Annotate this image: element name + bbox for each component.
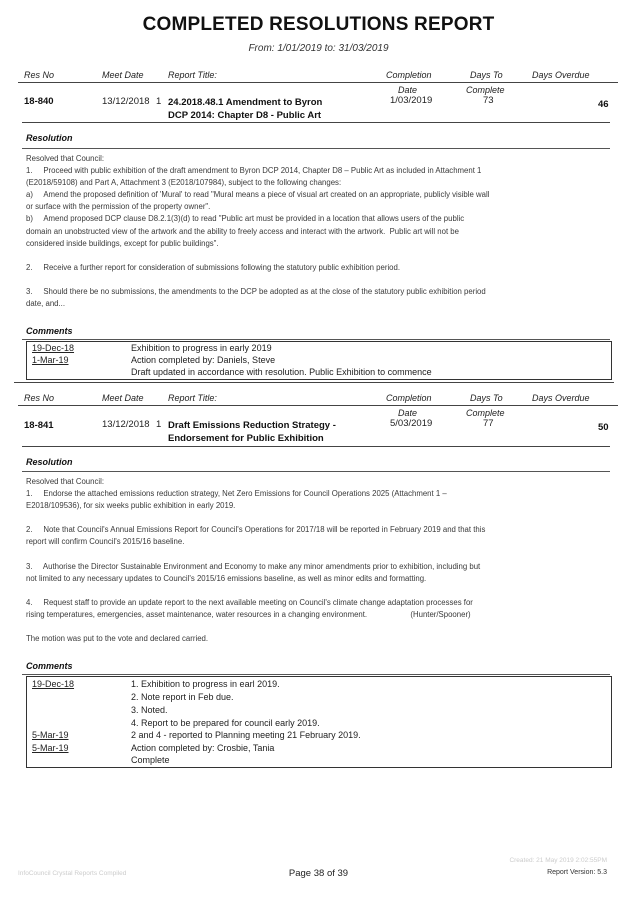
comment-text: Action completed by: Daniels, Steve: [131, 355, 276, 365]
col-completion-date: Date: [398, 85, 418, 95]
col-days-to: Days To: [470, 70, 503, 80]
item-number: 1: [156, 419, 162, 430]
row-rule: [22, 446, 610, 447]
resolution-text: Resolved that Council: 1. Endorse the attached emissions reduction strategy, Net Zero Emissions for Council Operations 2025 (Attachment 1 – E2018/109536), for six weeks public exhibition in early 2019. 2. Note that Council's Annual Emissions Report for Council's Operations for 2017/18 will be reported in February 2019 and that this report will confirm Council's 2015/16 baseline. 3. Authorise the Director Sustainable Environment and Economy to make any minor amendments prior to exhibition, including but not limited to any necessary updates to Council's 2015/16 emissions baseline, as well as minor edits and formatting. 4. Request staff to provide an update report to the next available meeting on Council's climate change adaptation processes for rising temperatures, emergencies, asset maintenance, water resources in a changing environment. (Hunter/Spooner) The motion was put to the vote and declared carried.: [26, 477, 486, 644]
header-rule: [18, 405, 618, 406]
comments-label: Comments: [26, 326, 73, 336]
col-report-title: Report Title:: [168, 393, 217, 403]
comment-text: 4. Report to be prepared for council early 2019.: [131, 718, 320, 728]
col-days-to-complete: Complete: [466, 85, 505, 95]
comment-date: 1-Mar-19: [32, 355, 69, 365]
item-number: 1: [156, 96, 162, 107]
report-title: COMPLETED RESOLUTIONS REPORT: [142, 14, 495, 35]
col-days-overdue: Days Overdue: [532, 393, 590, 403]
res-no: 18-841: [24, 420, 54, 431]
comment-text: Action completed by: Crosbie, Tania: [131, 743, 275, 753]
comment-text: Complete: [131, 755, 170, 765]
resolution-rule: [22, 148, 610, 149]
col-meet-date: Meet Date: [102, 70, 144, 80]
days-overdue: 46: [598, 99, 609, 110]
col-report-title: Report Title:: [168, 70, 217, 80]
col-completion: Completion: [386, 70, 432, 80]
days-to-complete: 73: [483, 95, 494, 106]
resolution-label: Resolution: [26, 457, 73, 467]
footer-source: InfoCouncil Crystal Reports Compiled: [18, 870, 127, 877]
comment-text: Exhibition to progress in early 2019: [131, 343, 272, 353]
resolution-rule: [22, 471, 610, 472]
col-completion: Completion: [386, 393, 432, 403]
header-rule: [18, 82, 618, 83]
completion-date: 5/03/2019: [390, 418, 433, 429]
report-title-line-2: DCP 2014: Chapter D8 - Public Art: [168, 110, 322, 121]
comment-text: 1. Exhibition to progress in earl 2019.: [131, 679, 280, 689]
report-period: From: 1/01/2019 to: 31/03/2019: [248, 43, 389, 54]
col-days-overdue: Days Overdue: [532, 70, 590, 80]
comment-text: Draft updated in accordance with resolution. Public Exhibition to commence: [131, 367, 432, 377]
report-title-line-1: Draft Emissions Reduction Strategy -: [168, 420, 336, 431]
completion-date: 1/03/2019: [390, 95, 433, 106]
page-number: Page 38 of 39: [288, 868, 349, 879]
comments-rule: [22, 339, 610, 340]
row-rule: [22, 122, 610, 123]
footer-created: Created: 21 May 2019 2:02:55PM: [509, 857, 607, 864]
record-separator: [14, 382, 614, 383]
comment-text: 3. Noted.: [131, 705, 168, 715]
col-meet-date: Meet Date: [102, 393, 144, 403]
resolution-text: Resolved that Council: 1. Proceed with public exhibition of the draft amendment to Byron DCP 2014, Chapter D8 – Public Art as included in Attachment 1 (E2018/59108) and Part A, Attachment 3 (E2018/107984), subject to the following changes: a) Amend the proposed definition of 'Mural' to read "Mural means a piece of visual art created on an appropriate, publicly visible wall or surface with the permission of the property owner". b) Amend proposed DCP clause D8.2.1(3)(d) to read "Public art must be provided in a location that allows users of the public domain an unobstructed view of the artwork and the ability to freely access and interact with the artwork. Public art will not be considered inside buildings, except for public buildings". 2. Receive a further report for consideration of submissions following the statutory public exhibition period. 3. Should there be no submissions, the amendments to the DCP be adopted as at the close of the statutory public exhibition period date, and...: [26, 154, 490, 309]
comment-text: 2 and 4 - reported to Planning meeting 21 February 2019.: [131, 730, 361, 740]
comment-date: 5-Mar-19: [32, 730, 69, 740]
comments-rule: [22, 674, 610, 675]
comment-date: 19-Dec-18: [32, 679, 75, 689]
days-overdue: 50: [598, 422, 609, 433]
meet-date: 13/12/2018: [102, 419, 150, 430]
comment-date: 5-Mar-19: [32, 743, 69, 753]
col-res-no: Res No: [24, 393, 55, 403]
comment-date: 19-Dec-18: [32, 343, 75, 353]
days-to-complete: 77: [483, 418, 494, 429]
col-days-to-complete: Complete: [466, 408, 505, 418]
report-version: Report Version: 5.3: [547, 869, 607, 876]
res-no: 18-840: [24, 96, 54, 107]
report-title-line-1: 24.2018.48.1 Amendment to Byron: [168, 97, 323, 108]
col-days-to: Days To: [470, 393, 503, 403]
comments-box: [26, 676, 612, 768]
col-completion-date: Date: [398, 408, 418, 418]
comments-label: Comments: [26, 661, 73, 671]
comment-text: 2. Note report in Feb due.: [131, 692, 234, 702]
col-res-no: Res No: [24, 70, 55, 80]
meet-date: 13/12/2018: [102, 96, 150, 107]
report-title-line-2: Endorsement for Public Exhibition: [168, 433, 324, 444]
comments-box: [26, 341, 612, 380]
resolution-label: Resolution: [26, 133, 73, 143]
